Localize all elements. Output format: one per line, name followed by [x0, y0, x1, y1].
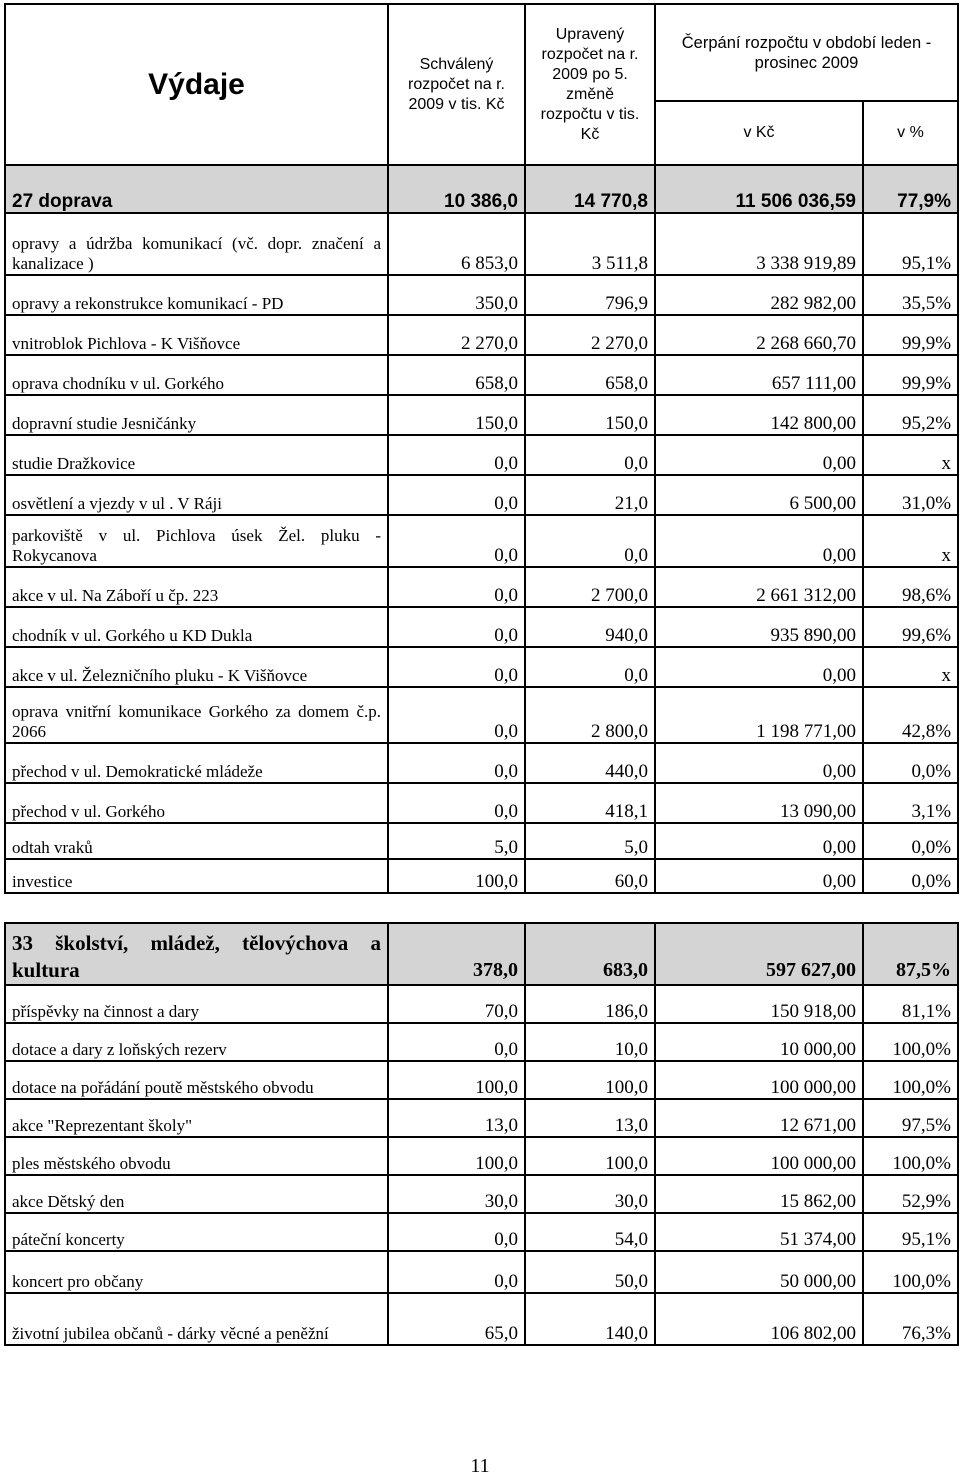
row-value: 98,6% [863, 567, 958, 607]
row-value: 65,0 [388, 1293, 525, 1345]
row-value: 418,1 [525, 783, 655, 823]
row-value: 657 111,00 [655, 355, 863, 395]
row-value: 0,0% [863, 823, 958, 859]
row-label: osvětlení a vjezdy v ul . V Ráji [5, 475, 388, 515]
row-value: 150 918,00 [655, 985, 863, 1023]
row-label: akce v ul. Na Záboří u čp. 223 [5, 567, 388, 607]
section-title: 27 doprava [5, 165, 388, 213]
row-value: 0,0 [388, 475, 525, 515]
row-value: 186,0 [525, 985, 655, 1023]
table-row [5, 985, 958, 1023]
row-value: 658,0 [388, 355, 525, 395]
row-value: 50,0 [525, 1251, 655, 1293]
table-row [5, 823, 958, 859]
row-value: 0,0 [388, 1023, 525, 1061]
row-value: 0,0 [388, 647, 525, 687]
table-row [5, 1099, 958, 1137]
row-value: 10,0 [525, 1023, 655, 1061]
row-value: 2 700,0 [525, 567, 655, 607]
table-row [5, 515, 958, 567]
row-value: 0,0 [388, 783, 525, 823]
header-col-cerpani: Čerpání rozpočtu v období leden - prosinec 2009 [655, 4, 958, 101]
row-label: akce Dětský den [5, 1175, 388, 1213]
table-doprava [4, 3, 959, 894]
row-value: 150,0 [525, 395, 655, 435]
row-value: 21,0 [525, 475, 655, 515]
row-value: 100,0 [525, 1137, 655, 1175]
section-value: 77,9% [863, 165, 958, 213]
table-row [5, 435, 958, 475]
row-value: 100,0% [863, 1023, 958, 1061]
row-value: 0,0 [525, 435, 655, 475]
row-value: 3 511,8 [525, 213, 655, 275]
row-value: 0,00 [655, 515, 863, 567]
table-row [5, 859, 958, 893]
row-value: 2 270,0 [388, 315, 525, 355]
row-value: 100 000,00 [655, 1137, 863, 1175]
row-value: 940,0 [525, 607, 655, 647]
table-row [5, 315, 958, 355]
row-value: 100,0 [388, 1061, 525, 1099]
table-row [5, 1293, 958, 1345]
row-value: 52,9% [863, 1175, 958, 1213]
row-value: 31,0% [863, 475, 958, 515]
row-value: 658,0 [525, 355, 655, 395]
row-label: opravy a rekonstrukce komunikací - PD [5, 275, 388, 315]
page-number: 11 [470, 1455, 490, 1477]
table-row [5, 395, 958, 435]
table-row [5, 783, 958, 823]
table-row [5, 687, 958, 743]
row-label: přechod v ul. Gorkého [5, 783, 388, 823]
row-value: 0,00 [655, 743, 863, 783]
row-value: 50 000,00 [655, 1251, 863, 1293]
row-value: 106 802,00 [655, 1293, 863, 1345]
row-label: dotace a dary z loňských rezerv [5, 1023, 388, 1061]
section-value: 597 627,00 [655, 923, 863, 985]
row-value: 99,9% [863, 355, 958, 395]
row-value: 81,1% [863, 985, 958, 1023]
table-row [5, 1175, 958, 1213]
header-col-schvaleny: Schválený rozpočet na r. 2009 v tis. Kč [388, 4, 525, 165]
section-value: 683,0 [525, 923, 655, 985]
section-value: 10 386,0 [388, 165, 525, 213]
row-value: 0,0 [388, 567, 525, 607]
table-row [5, 475, 958, 515]
row-value: 3,1% [863, 783, 958, 823]
row-label: dotace na pořádání poutě městského obvodu [5, 1061, 388, 1099]
table-skolstvi [4, 922, 959, 1346]
row-value: 5,0 [525, 823, 655, 859]
header-title: Výdaje [5, 4, 388, 165]
row-label: ples městského obvodu [5, 1137, 388, 1175]
row-label: příspěvky na činnost a dary [5, 985, 388, 1023]
row-value: 97,5% [863, 1099, 958, 1137]
row-value: x [863, 515, 958, 567]
row-label: studie Dražkovice [5, 435, 388, 475]
row-value: 70,0 [388, 985, 525, 1023]
header-col-upraveny: Upravený rozpočet na r. 2009 po 5. změně rozpočtu v tis. Kč [525, 4, 655, 165]
section-title: 33 školství, mládež, tělovýchova a kultura [5, 923, 388, 985]
row-value: 0,0% [863, 743, 958, 783]
row-value: 95,1% [863, 1213, 958, 1251]
row-label: oprava vnitřní komunikace Gorkého za domem č.p. 2066 [5, 687, 388, 743]
row-value: 100,0 [525, 1061, 655, 1099]
row-value: 0,00 [655, 823, 863, 859]
row-value: 0,0 [388, 607, 525, 647]
table-row [5, 607, 958, 647]
row-value: 30,0 [388, 1175, 525, 1213]
row-value: 0,00 [655, 435, 863, 475]
row-value: 0,0 [388, 1251, 525, 1293]
row-value: 100 000,00 [655, 1061, 863, 1099]
row-value: 12 671,00 [655, 1099, 863, 1137]
row-value: 30,0 [525, 1175, 655, 1213]
row-value: 99,6% [863, 607, 958, 647]
row-value: 2 800,0 [525, 687, 655, 743]
header-col-pct: v % [863, 101, 958, 165]
row-value: 0,0 [388, 515, 525, 567]
row-value: 140,0 [525, 1293, 655, 1345]
row-value: 15 862,00 [655, 1175, 863, 1213]
row-value: 100,0% [863, 1137, 958, 1175]
row-label: investice [5, 859, 388, 893]
row-label: koncert pro občany [5, 1251, 388, 1293]
row-value: 796,9 [525, 275, 655, 315]
row-value: 6 500,00 [655, 475, 863, 515]
row-label: oprava chodníku v ul. Gorkého [5, 355, 388, 395]
table-row [5, 275, 958, 315]
row-value: 0,0% [863, 859, 958, 893]
row-value: 99,9% [863, 315, 958, 355]
row-value: 282 982,00 [655, 275, 863, 315]
row-label: životní jubilea občanů - dárky věcné a peněžní [5, 1293, 388, 1345]
row-value: 42,8% [863, 687, 958, 743]
row-value: 0,0 [388, 435, 525, 475]
row-label: akce v ul. Železničního pluku - K Višňovce [5, 647, 388, 687]
row-value: 54,0 [525, 1213, 655, 1251]
table-row [5, 567, 958, 607]
row-value: 100,0 [388, 859, 525, 893]
row-label: páteční koncerty [5, 1213, 388, 1251]
row-value: 0,0 [388, 743, 525, 783]
row-label: odtah vraků [5, 823, 388, 859]
row-value: 3 338 919,89 [655, 213, 863, 275]
row-value: 51 374,00 [655, 1213, 863, 1251]
row-label: akce "Reprezentant školy" [5, 1099, 388, 1137]
row-value: 13,0 [525, 1099, 655, 1137]
row-value: 100,0 [388, 1137, 525, 1175]
row-value: 60,0 [525, 859, 655, 893]
section-value: 14 770,8 [525, 165, 655, 213]
section-row [5, 923, 958, 985]
table-row [5, 647, 958, 687]
table-row [5, 213, 958, 275]
row-value: 13 090,00 [655, 783, 863, 823]
row-value: 0,0 [525, 647, 655, 687]
table-row [5, 1023, 958, 1061]
row-value: 100,0% [863, 1251, 958, 1293]
row-value: 2 661 312,00 [655, 567, 863, 607]
row-value: 2 270,0 [525, 315, 655, 355]
row-value: 0,0 [388, 687, 525, 743]
row-value: 100,0% [863, 1061, 958, 1099]
row-label: přechod v ul. Demokratické mládeže [5, 743, 388, 783]
table-row [5, 1137, 958, 1175]
header-col-kc: v Kč [655, 101, 863, 165]
section-value: 87,5% [863, 923, 958, 985]
row-label: opravy a údržba komunikací (vč. dopr. značení a kanalizace ) [5, 213, 388, 275]
row-value: 440,0 [525, 743, 655, 783]
row-value: 95,2% [863, 395, 958, 435]
row-value: 0,00 [655, 647, 863, 687]
row-value: 142 800,00 [655, 395, 863, 435]
table-row [5, 1061, 958, 1099]
row-value: 0,0 [525, 515, 655, 567]
table-row [5, 355, 958, 395]
row-label: vnitroblok Pichlova - K Višňovce [5, 315, 388, 355]
table-row [5, 1251, 958, 1293]
row-value: 0,0 [388, 1213, 525, 1251]
row-value: 935 890,00 [655, 607, 863, 647]
section-value: 11 506 036,59 [655, 165, 863, 213]
row-value: x [863, 435, 958, 475]
row-value: x [863, 647, 958, 687]
table-row [5, 1213, 958, 1251]
row-value: 10 000,00 [655, 1023, 863, 1061]
row-value: 76,3% [863, 1293, 958, 1345]
row-value: 1 198 771,00 [655, 687, 863, 743]
row-value: 350,0 [388, 275, 525, 315]
row-value: 150,0 [388, 395, 525, 435]
row-value: 5,0 [388, 823, 525, 859]
row-value: 6 853,0 [388, 213, 525, 275]
table-row [5, 743, 958, 783]
section-value: 378,0 [388, 923, 525, 985]
row-value: 35,5% [863, 275, 958, 315]
row-value: 13,0 [388, 1099, 525, 1137]
row-label: parkoviště v ul. Pichlova úsek Žel. pluku - Rokycanova [5, 515, 388, 567]
section-row [5, 165, 958, 213]
row-value: 2 268 660,70 [655, 315, 863, 355]
row-label: chodník v ul. Gorkého u KD Dukla [5, 607, 388, 647]
row-value: 95,1% [863, 213, 958, 275]
row-label: dopravní studie Jesničánky [5, 395, 388, 435]
row-value: 0,00 [655, 859, 863, 893]
